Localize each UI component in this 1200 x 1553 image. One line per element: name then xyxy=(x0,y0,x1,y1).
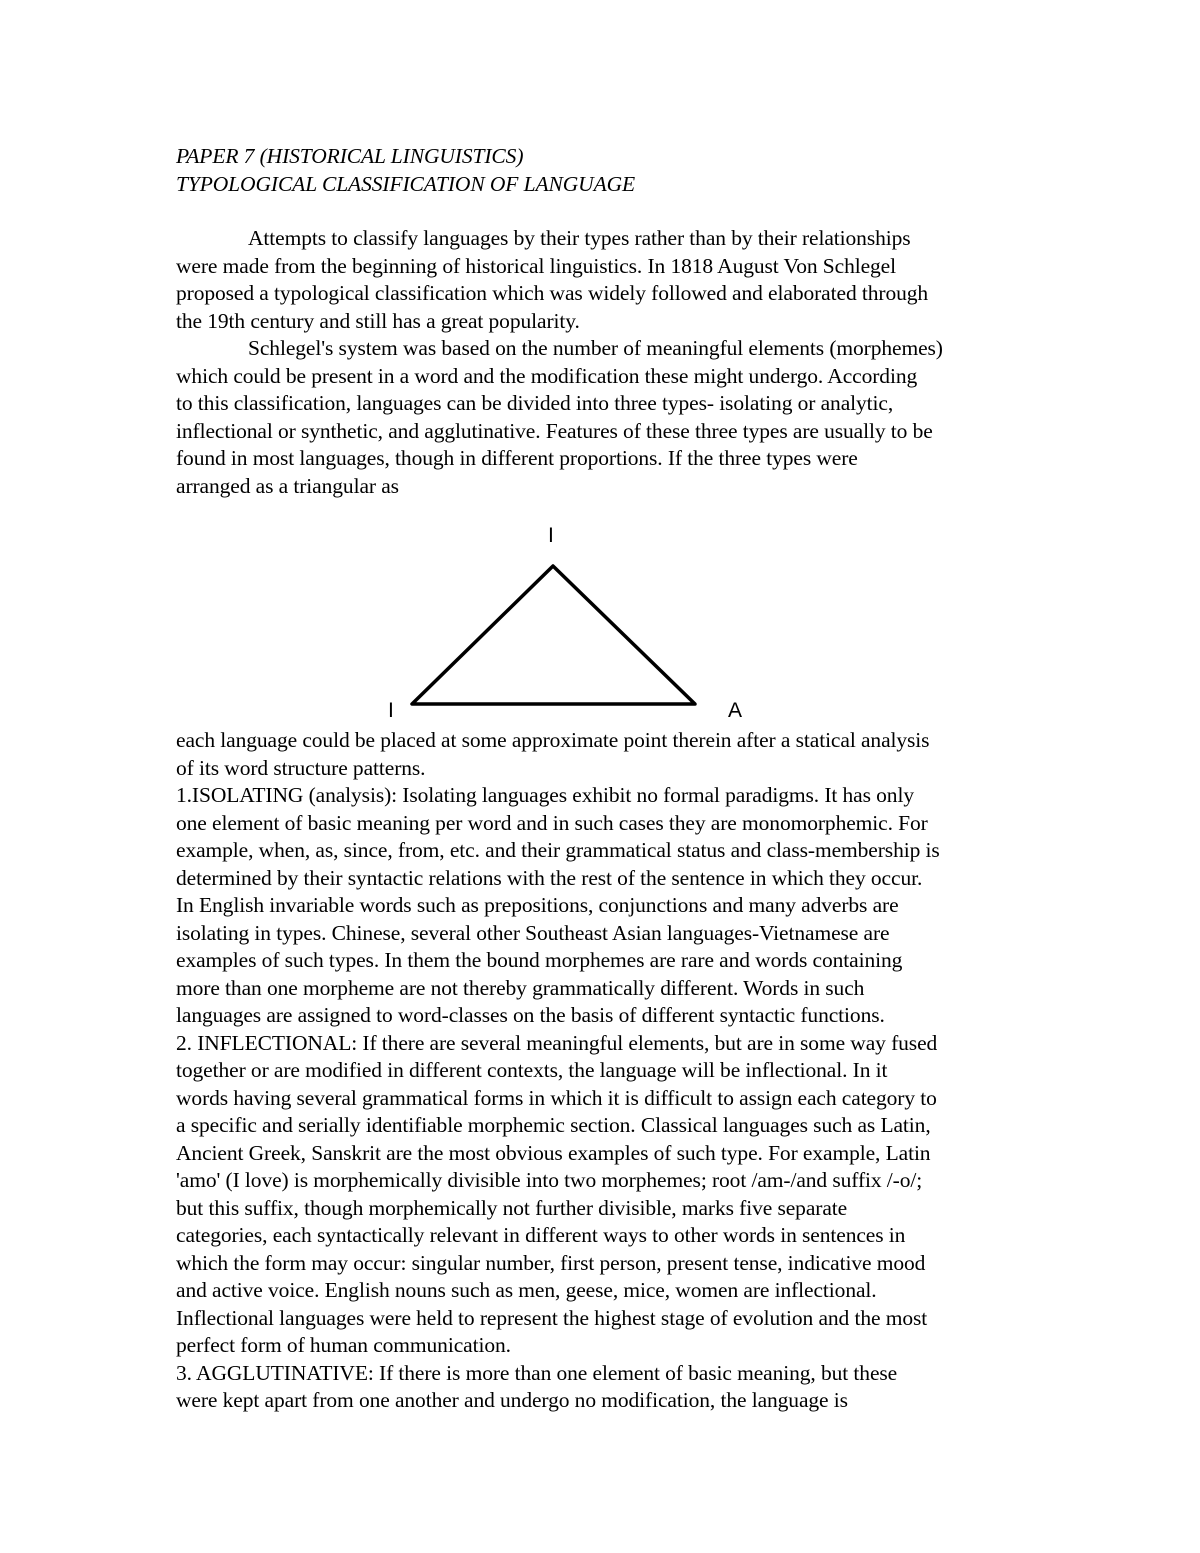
title-line-paper: PAPER 7 (HISTORICAL LINGUISTICS) xyxy=(176,144,524,168)
text-line: found in most languages, though in different proportions. If the three types were xyxy=(176,446,858,470)
triangle-figure xyxy=(360,520,780,725)
text-line: Inflectional languages were held to represent the highest stage of evolution and the most xyxy=(176,1305,928,1330)
text-line: words having several grammatical forms in which it is difficult to assign each category to xyxy=(176,1085,937,1110)
text-line: were made from the beginning of historical linguistics. In 1818 August Von Schlegel xyxy=(176,253,897,278)
text-line: Attempts to classify languages by their types rather than by their relationships xyxy=(248,226,911,250)
text-line: proposed a typological classification which was widely followed and elaborated through xyxy=(176,281,929,305)
text-line: categories, each syntactically relevant in different ways to other words in sentences in xyxy=(176,1223,906,1247)
text-line: isolating in types. Chinese, several other Southeast Asian languages-Vietnamese are xyxy=(176,920,890,945)
text-line: a specific and serially identifiable morphemic section. Classical languages such as Latin, xyxy=(176,1113,931,1137)
text-line: were kept apart from one another and undergo no modification, the language is xyxy=(176,1388,848,1412)
vertex-label-inflectional: I xyxy=(388,699,394,722)
text-line: example, when, as, since, from, etc. and their grammatical status and class-membership is xyxy=(176,838,940,862)
text-line: determined by their syntactic relations with the rest of the sentence in which they occur. xyxy=(176,865,923,890)
text-line: languages are assigned to word-classes on the basis of different syntactic functions. xyxy=(176,1003,885,1027)
text-line: of its word structure patterns. xyxy=(176,755,426,780)
text-line: 3. AGGLUTINATIVE: If there is more than one element of basic meaning, but these xyxy=(176,1360,898,1385)
document-title xyxy=(176,143,1036,198)
text-line: and active voice. English nouns such as men, geese, mice, women are inflectional. xyxy=(176,1278,877,1302)
body-paragraphs xyxy=(176,727,1036,1415)
text-line: inflectional or synthetic, and agglutinative. Features of these three types are usually to be xyxy=(176,418,933,443)
text-line: which the form may occur: singular number, first person, present tense, indicative mood xyxy=(176,1250,926,1275)
text-line: more than one morpheme are not thereby grammatically different. Words in such xyxy=(176,975,865,1000)
intro-paragraphs xyxy=(176,225,1036,500)
vertex-label-isolating: I xyxy=(548,524,554,547)
text-line: to this classification, languages can be divided into three types- isolating or analytic, xyxy=(176,391,894,415)
text-line: but this suffix, though morphemically not further divisible, marks five separate xyxy=(176,1195,848,1220)
text-line: Ancient Greek, Sanskrit are the most obvious examples of such type. For example, Latin xyxy=(176,1140,931,1165)
title-line-topic: TYPOLOGICAL CLASSIFICATION OF LANGUAGE xyxy=(176,171,636,196)
text-line: 'amo' (I love) is morphemically divisible into two morphemes; root /am-/and suffix /-o/; xyxy=(176,1168,923,1192)
text-line: 1.ISOLATING (analysis): Isolating languages exhibit no formal paradigms. It has only xyxy=(176,783,914,807)
text-line: each language could be placed at some approximate point therein after a statical analysis xyxy=(176,728,930,752)
text-line: 2. INFLECTIONAL: If there are several meaningful elements, but are in some way fused xyxy=(176,1030,938,1055)
text-line: which could be present in a word and the modification these might undergo. According xyxy=(176,363,918,388)
text-line: examples of such types. In them the bound morphemes are rare and words containing xyxy=(176,948,903,972)
typology-triangle-diagram xyxy=(360,520,780,725)
triangle-shape xyxy=(412,566,695,704)
text-line: In English invariable words such as prepositions, conjunctions and many adverbs are xyxy=(176,893,899,917)
text-line: the 19th century and still has a great popularity. xyxy=(176,308,580,333)
text-line: arranged as a triangular as xyxy=(176,473,399,498)
vertex-label-agglutinative: A xyxy=(728,699,743,722)
text-line: one element of basic meaning per word and in such cases they are monomorphemic. For xyxy=(176,810,928,835)
text-line: together or are modified in different contexts, the language will be inflectional. In it xyxy=(176,1058,888,1082)
text-line: perfect form of human communication. xyxy=(176,1333,511,1357)
text-line: Schlegel's system was based on the number of meaningful elements (morphemes) xyxy=(248,336,943,360)
